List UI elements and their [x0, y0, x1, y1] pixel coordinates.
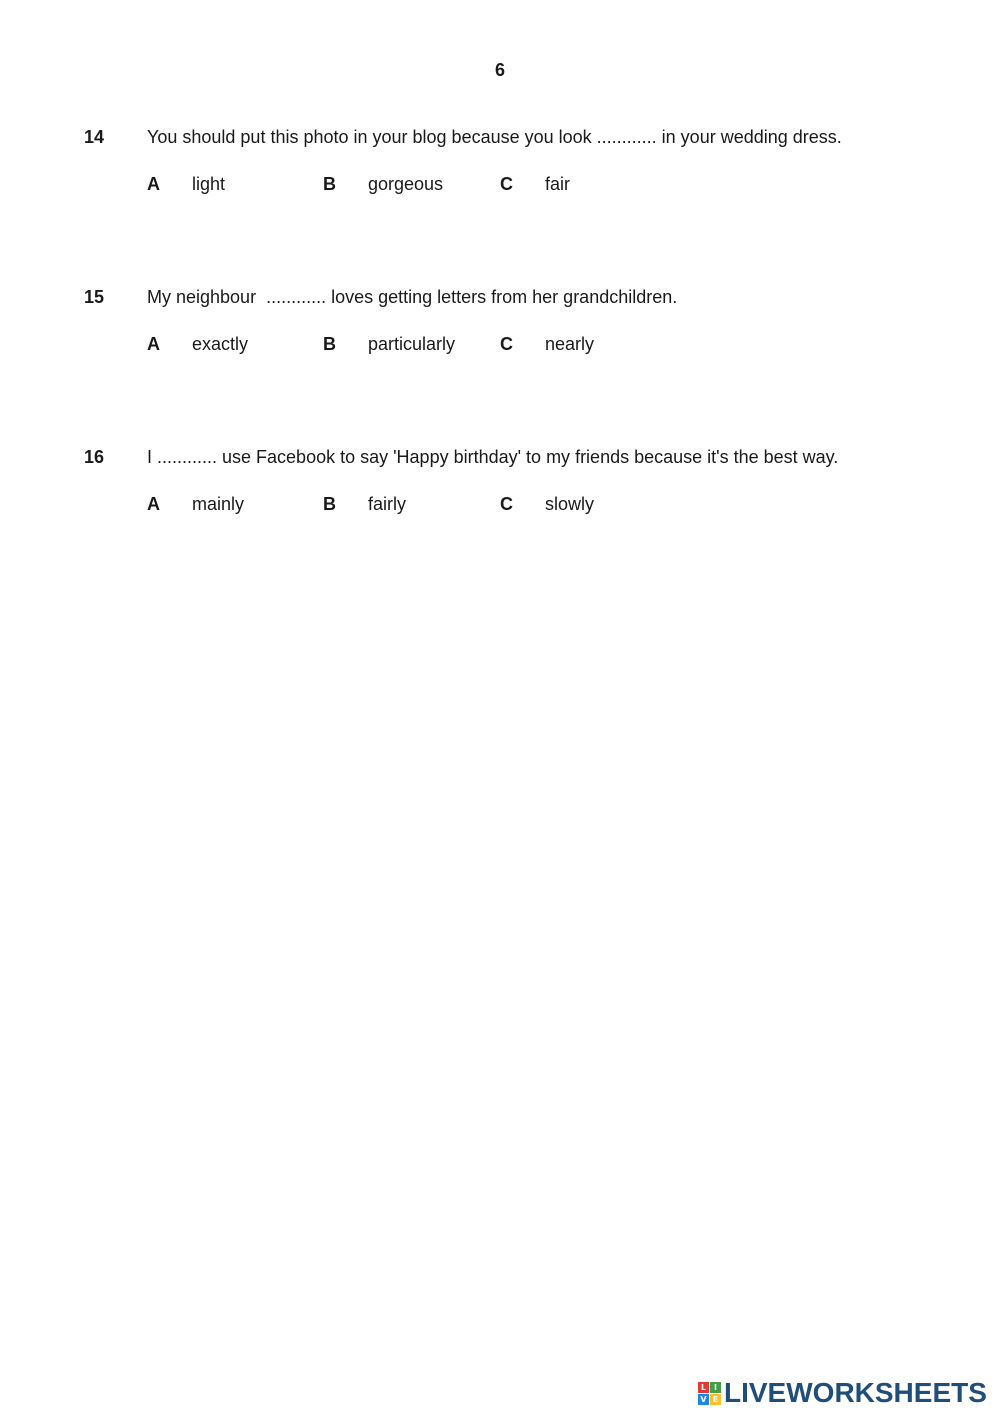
option-c-letter: C: [500, 174, 513, 194]
option-a-word[interactable]: mainly: [192, 494, 245, 514]
option-b-letter: B: [323, 174, 336, 194]
liveworksheets-logo: [698, 1378, 987, 1408]
option-a-letter: A: [147, 334, 160, 354]
question-text: You should put this photo in your blog because you look ............ in your wedding dress.: [147, 127, 842, 147]
answer-options: [0, 174, 1000, 198]
question-text: I ............ use Facebook to say 'Happy birthday' to my friends because it's the best way.: [147, 447, 839, 467]
logo-text: LIVEWORKSHEETS: [724, 1377, 987, 1408]
logo-mark-i: I: [710, 1382, 721, 1393]
answer-options: [0, 494, 1000, 518]
option-a-letter: A: [147, 174, 160, 194]
option-a-letter: A: [147, 494, 160, 514]
question-number: 14: [84, 127, 105, 147]
logo-mark-l: L: [698, 1382, 709, 1393]
option-b-word[interactable]: fairly: [368, 494, 407, 514]
option-c-letter: C: [500, 494, 513, 514]
page-number: 6: [494, 60, 505, 80]
option-b-letter: B: [323, 334, 336, 354]
option-a-word[interactable]: light: [192, 174, 226, 194]
answer-options: [0, 334, 1000, 358]
option-c-word[interactable]: fair: [545, 174, 571, 194]
question-number: 16: [84, 447, 105, 467]
option-a-word[interactable]: exactly: [192, 334, 249, 354]
option-b-letter: B: [323, 494, 336, 514]
option-c-letter: C: [500, 334, 513, 354]
option-b-word[interactable]: particularly: [368, 334, 456, 354]
option-c-word[interactable]: nearly: [545, 334, 595, 354]
question-number: 15: [84, 287, 105, 307]
option-c-word[interactable]: slowly: [545, 494, 595, 514]
question-text: My neighbour ............ loves getting letters from her grandchildren.: [147, 287, 678, 307]
logo-mark-v: V: [698, 1394, 709, 1405]
option-b-word[interactable]: gorgeous: [368, 174, 444, 194]
logo-mark-e: E: [710, 1394, 721, 1405]
logo-mark-icon: [698, 1382, 721, 1405]
